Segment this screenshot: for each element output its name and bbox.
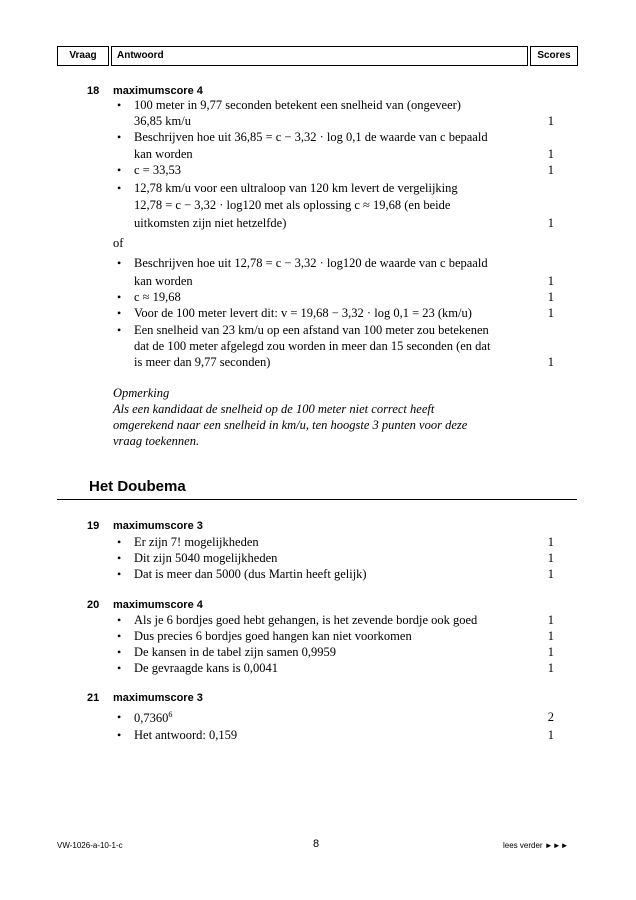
q20-points-2: 1: [547, 629, 554, 643]
bullet: •: [117, 710, 122, 724]
q21-line-2: Het antwoord: 0,159: [134, 728, 238, 742]
q18-line-10: Beschrijven hoe uit 12,78 = c − 3,32 · log120 de waarde van c bepaald: [134, 256, 488, 270]
bullet: •: [117, 551, 122, 565]
bullet: •: [117, 181, 122, 195]
q18-line-2: 36,85 km/u: [134, 114, 191, 128]
q18-points-2: 1: [547, 147, 554, 161]
bullet: •: [117, 306, 122, 320]
question-20-title: maximumscore 4: [113, 599, 203, 611]
q21-line-1: [134, 710, 172, 726]
q18-line-16: is meer dan 9,77 seconden): [134, 355, 271, 369]
q18-line-4: kan worden: [134, 147, 193, 161]
q20-points-4: 1: [547, 661, 554, 675]
q18-note-line-3: vraag toekennen.: [113, 434, 200, 448]
page-number: 8: [313, 838, 320, 850]
bullet: •: [117, 613, 122, 627]
q20-points-1: 1: [547, 613, 554, 627]
footer-continue: lees verder ►►►: [503, 841, 569, 850]
q19-points-2: 1: [547, 551, 554, 565]
q18-line-8: uitkomsten zijn niet hetzelfde): [134, 216, 287, 230]
section-title: Het Doubema: [89, 478, 186, 495]
bullet: •: [117, 130, 122, 144]
question-19-title: maximumscore 3: [113, 520, 203, 532]
question-number-19: 19: [87, 520, 100, 532]
header-vraag: Vraag: [57, 46, 109, 66]
q18-note-title: Opmerking: [113, 386, 170, 400]
bullet: •: [117, 323, 122, 337]
q18-line-6: 12,78 km/u voor een ultraloop van 120 km levert de vergelijking: [134, 181, 458, 195]
q20-points-3: 1: [547, 645, 554, 659]
q18-points-4: 1: [547, 216, 554, 230]
q20-line-1: Als je 6 bordjes goed hebt gehangen, is het zevende bordje ook goed: [134, 613, 478, 627]
bullet: •: [117, 535, 122, 549]
q20-line-2: Dus precies 6 bordjes goed hangen kan niet voorkomen: [134, 629, 412, 643]
q18-line-5: c = 33,53: [134, 163, 181, 177]
bullet: •: [117, 98, 122, 112]
header-antwoord: Antwoord: [111, 46, 528, 66]
q18-alternative-of: of: [113, 236, 124, 250]
bullet: •: [117, 728, 122, 742]
q18-points-3: 1: [547, 163, 554, 177]
question-number-21: 21: [87, 692, 100, 704]
bullet: •: [117, 290, 122, 304]
q18-line-7: 12,78 = c − 3,32 · log120 met als oplossing c ≈ 19,68 (en beide: [134, 198, 451, 212]
bullet: •: [117, 645, 122, 659]
section-divider: [57, 499, 577, 500]
bullet: •: [117, 629, 122, 643]
bullet: •: [117, 661, 122, 675]
q19-line-1: Er zijn 7! mogelijkheden: [134, 535, 259, 549]
q18-line-3: Beschrijven hoe uit 36,85 = c − 3,32 · log 0,1 de waarde van c bepaald: [134, 130, 488, 144]
bullet: •: [117, 567, 122, 581]
q18-note-line-2: omgerekend naar een snelheid in km/u, ten hoogste 3 punten voor deze: [113, 418, 468, 432]
bullet: •: [117, 256, 122, 270]
q18-points-7: 1: [547, 306, 554, 320]
q18-points-5: 1: [547, 274, 554, 288]
question-18-title: maximumscore 4: [113, 85, 203, 97]
q18-line-13: Voor de 100 meter levert dit: v = 19,68 − 3,32 · log 0,1 = 23 (km/u): [134, 306, 472, 320]
question-number-20: 20: [87, 599, 100, 611]
q18-line-1: 100 meter in 9,77 seconden betekent een snelheid van (ongeveer): [134, 98, 461, 112]
q21-base-value: 0,7360: [134, 711, 169, 726]
q18-line-11: kan worden: [134, 274, 193, 288]
q21-exponent: 6: [168, 710, 173, 719]
q19-line-3: Dat is meer dan 5000 (dus Martin heeft gelijk): [134, 567, 367, 581]
question-number-18: 18: [87, 85, 100, 97]
q21-points-2: 1: [547, 728, 554, 742]
q19-points-1: 1: [547, 535, 554, 549]
q18-points-6: 1: [547, 290, 554, 304]
q21-points-1: 2: [547, 710, 554, 724]
header-scores: Scores: [530, 46, 578, 66]
q18-points-1: 1: [547, 114, 554, 128]
bullet: •: [117, 163, 122, 177]
q19-line-2: Dit zijn 5040 mogelijkheden: [134, 551, 278, 565]
q19-points-3: 1: [547, 567, 554, 581]
q18-line-14: Een snelheid van 23 km/u op een afstand van 100 meter zou betekenen: [134, 323, 489, 337]
question-21-title: maximumscore 3: [113, 692, 203, 704]
q18-note-line-1: Als een kandidaat de snelheid op de 100 meter niet correct heeft: [113, 402, 435, 416]
q20-line-3: De kansen in de tabel zijn samen 0,9959: [134, 645, 337, 659]
footer-exam-code: VW-1026-a-10-1-c: [57, 841, 123, 850]
q20-line-4: De gevraagde kans is 0,0041: [134, 661, 279, 675]
q18-line-12: c ≈ 19,68: [134, 290, 181, 304]
q18-points-8: 1: [547, 355, 554, 369]
q18-line-15: dat de 100 meter afgelegd zou worden in meer dan 15 seconden (en dat: [134, 339, 491, 353]
